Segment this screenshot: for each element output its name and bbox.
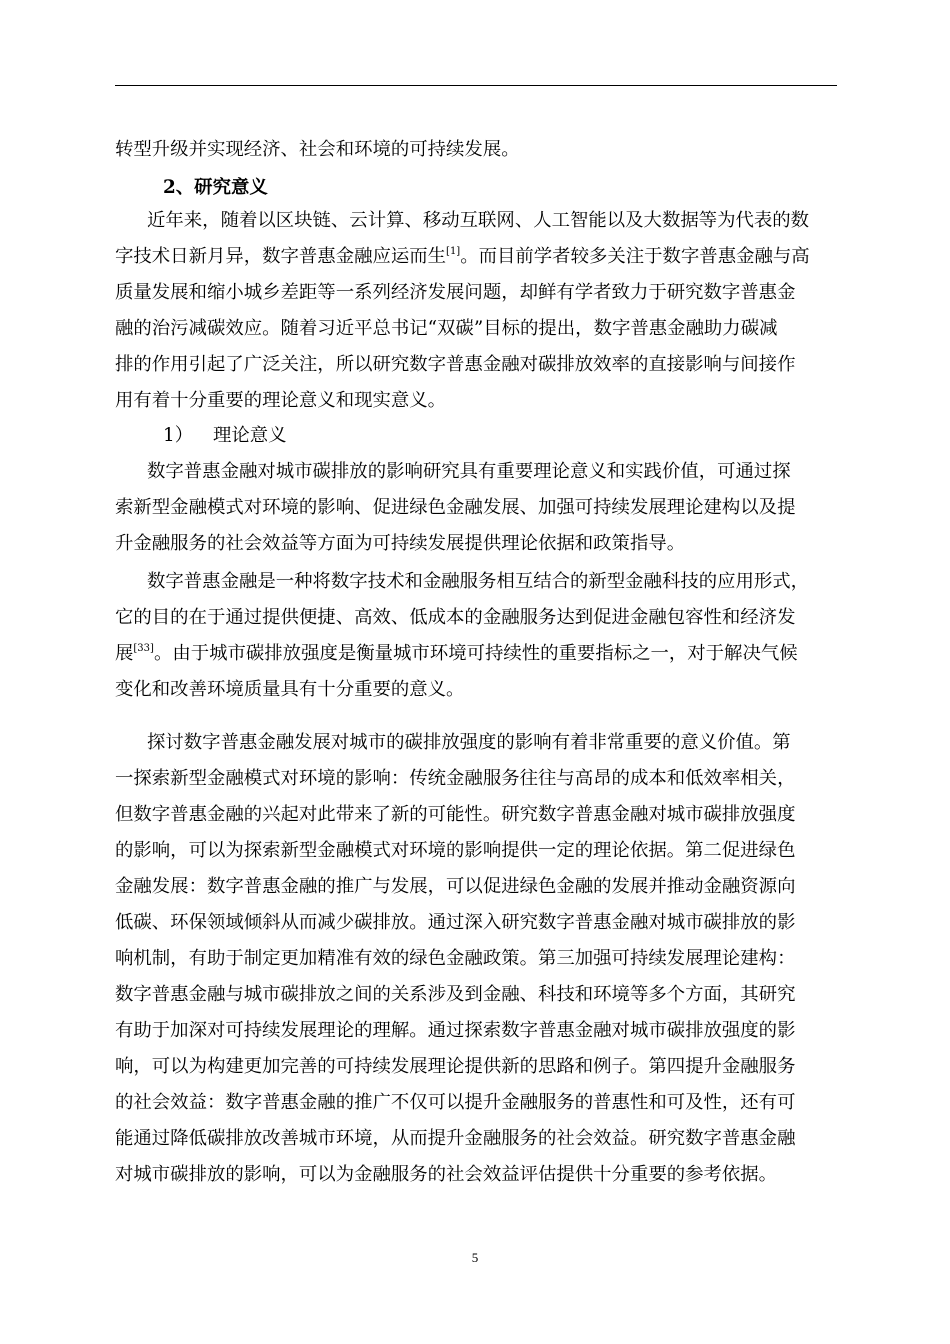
paragraph-2-line-1: 数字普惠金融对城市碳排放的影响研究具有重要理论意义和实践价值，可通过探 <box>147 461 791 482</box>
paragraph-3-line-3: 展[33]。由于城市碳排放强度是衡量城市环境可持续性的重要指标之一，对于解决气候 <box>115 643 798 664</box>
paragraph-4-line-7: 响机制，有助于制定更加精准有效的绿色金融政策。第三加强可持续发展理论建构： <box>115 948 796 969</box>
paragraph-1-line-6: 用有着十分重要的理论意义和现实意义。 <box>115 390 447 411</box>
paragraph-4-line-2: 一探索新型金融模式对环境的影响：传统金融服务往往与高昂的成本和低效率相关， <box>115 768 796 789</box>
sub-heading-title: 理论意义 <box>213 425 287 446</box>
sub-heading-number: 1） <box>163 425 194 446</box>
paragraph-4-line-11: 的社会效益：数字普惠金融的推广不仅可以提升金融服务的普惠性和可及性，还有可 <box>115 1092 796 1113</box>
paragraph-4-line-6: 低碳、环保领域倾斜从而减少碳排放。通过深入研究数字普惠金融对城市碳排放的影 <box>115 912 796 933</box>
paragraph-2-line-3: 升金融服务的社会效益等方面为可持续发展提供理论依据和政策指导。 <box>115 533 686 554</box>
citation-ref: [33] <box>133 643 154 654</box>
sub-heading <box>163 423 287 449</box>
paragraph-4-line-9: 有助于加深对可持续发展理论的理解。通过探索数字普惠金融对城市碳排放强度的影 <box>115 1020 796 1041</box>
paragraph-1-line-1: 近年来，随着以区块链、云计算、移动互联网、人工智能以及大数据等为代表的数 <box>147 210 810 231</box>
header-rule <box>115 85 837 86</box>
paragraph-4-line-13: 对城市碳排放的影响，可以为金融服务的社会效益评估提供十分重要的参考依据。 <box>115 1164 778 1185</box>
paragraph-4-line-10: 响，可以为构建更加完善的可持续发展理论提供新的思路和例子。第四提升金融服务 <box>115 1056 796 1077</box>
paragraph-1-line-2: 字技术日新月异，数字普惠金融应运而生[1]。而目前学者较多关注于数字普惠金融与高 <box>115 246 810 267</box>
paragraph-1-line-3: 质量发展和缩小城乡差距等一系列经济发展问题，却鲜有学者致力于研究数字普惠金 <box>115 282 796 303</box>
paragraph-3-line-4: 变化和改善环境质量具有十分重要的意义。 <box>115 679 465 700</box>
paragraph-1-line-4: 融的治污减碳效应。随着习近平总书记“双碳”目标的提出，数字普惠金融助力碳减 <box>115 318 778 339</box>
paragraph-2-line-2: 索新型金融模式对环境的影响、促进绿色金融发展、加强可持续发展理论建构以及提 <box>115 497 796 518</box>
paragraph-4-line-8: 数字普惠金融与城市碳排放之间的关系涉及到金融、科技和环境等多个方面，其研究 <box>115 984 796 1005</box>
paragraph-4-line-4: 的影响，可以为探索新型金融模式对环境的影响提供一定的理论依据。第二促进绿色 <box>115 840 796 861</box>
paragraph-4-line-1: 探讨数字普惠金融发展对城市的碳排放强度的影响有着非常重要的意义价值。第 <box>147 732 791 753</box>
citation-ref: [1] <box>446 246 461 257</box>
paragraph-4-line-3: 但数字普惠金融的兴起对此带来了新的可能性。研究数字普惠金融对城市碳排放强度 <box>115 804 796 825</box>
paragraph-3-line-2: 它的目的在于通过提供便捷、高效、低成本的金融服务达到促进金融包容性和经济发 <box>115 607 796 628</box>
paragraph-4-line-5: 金融发展：数字普惠金融的推广与发展，可以促进绿色金融的发展并推动金融资源向 <box>115 876 796 897</box>
paragraph-4-line-12: 能通过降低碳排放改善城市环境，从而提升金融服务的社会效益。研究数字普惠金融 <box>115 1128 796 1149</box>
page-number: 5 <box>471 1250 479 1265</box>
paragraph-3-line-1: 数字普惠金融是一种将数字技术和金融服务相互结合的新型金融科技的应用形式， <box>147 571 810 592</box>
section-heading: 2、研究意义 <box>163 177 268 198</box>
paragraph-1-line-5: 排的作用引起了广泛关注，所以研究数字普惠金融对碳排放效率的直接影响与间接作 <box>115 354 796 375</box>
continued-text-line: 转型升级并实现经济、社会和环境的可持续发展。 <box>115 139 520 160</box>
